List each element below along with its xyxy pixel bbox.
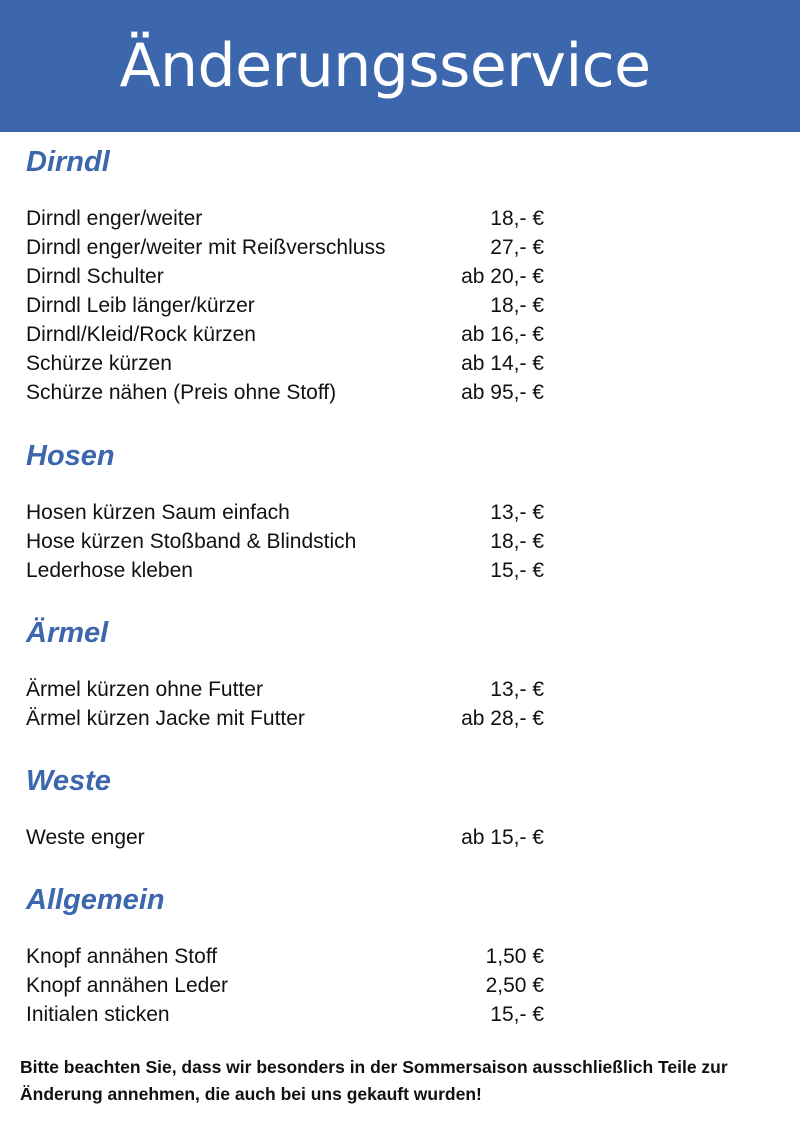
list-item (26, 262, 586, 291)
price-list (26, 498, 586, 585)
list-item (26, 527, 586, 556)
item-name: Weste enger (26, 826, 145, 849)
list-item (26, 823, 586, 852)
item-price: ab 15,- € (461, 826, 544, 849)
section-hosen (26, 436, 586, 585)
item-name: Dirndl/Kleid/Rock kürzen (26, 323, 256, 346)
list-item (26, 204, 586, 233)
section-dirndl (26, 142, 586, 407)
item-name: Hose kürzen Stoßband & Blindstich (26, 530, 357, 553)
list-item (26, 320, 586, 349)
item-price: 18,- € (490, 207, 544, 230)
price-list (26, 204, 586, 407)
item-name: Dirndl enger/weiter mit Reißverschluss (26, 236, 386, 259)
notice-text: Bitte beachten Sie, dass wir besonders in der Sommersaison ausschließlich Teile zur Änderung annehmen, die auch bei uns gekauft wurden! (20, 1057, 728, 1104)
item-price: 1,50 € (485, 945, 544, 968)
item-price: ab 95,- € (461, 381, 544, 404)
price-list (26, 942, 586, 1029)
section-title: Ärmel (26, 617, 109, 649)
item-price: 2,50 € (485, 974, 544, 997)
list-item (26, 1000, 586, 1029)
section-allgemein (26, 880, 586, 1029)
list-item (26, 378, 586, 407)
item-price: 13,- € (490, 678, 544, 701)
item-name: Dirndl Leib länger/kürzer (26, 294, 255, 317)
section-title: Hosen (26, 440, 115, 472)
list-item (26, 942, 586, 971)
list-item (26, 291, 586, 320)
header-banner (0, 0, 800, 132)
list-item (26, 498, 586, 527)
item-name: Dirndl enger/weiter (26, 207, 203, 230)
list-item (26, 556, 586, 585)
list-item (26, 349, 586, 378)
section-aermel (26, 613, 586, 733)
item-price: ab 20,- € (461, 265, 544, 288)
price-list (26, 675, 586, 733)
section-title: Weste (26, 765, 111, 797)
list-item (26, 704, 586, 733)
item-price: 13,- € (490, 501, 544, 524)
item-price: 18,- € (490, 530, 544, 553)
item-name: Initialen sticken (26, 1003, 170, 1026)
item-price: ab 16,- € (461, 323, 544, 346)
item-price: ab 28,- € (461, 707, 544, 730)
item-name: Ärmel kürzen Jacke mit Futter (26, 707, 305, 730)
section-weste (26, 761, 586, 852)
list-item (26, 233, 586, 262)
price-list (26, 823, 586, 852)
item-name: Schürze kürzen (26, 352, 172, 375)
page-title: Änderungsservice (119, 31, 651, 101)
item-name: Dirndl Schulter (26, 265, 164, 288)
item-name: Knopf annähen Stoff (26, 945, 218, 968)
item-price: 15,- € (490, 559, 544, 582)
section-title: Allgemein (26, 884, 165, 916)
item-name: Hosen kürzen Saum einfach (26, 501, 290, 524)
item-name: Schürze nähen (Preis ohne Stoff) (26, 381, 337, 404)
item-price: 15,- € (490, 1003, 544, 1026)
item-price: 27,- € (490, 236, 544, 259)
list-item (26, 971, 586, 1000)
item-name: Lederhose kleben (26, 559, 193, 582)
item-name: Knopf annähen Leder (26, 974, 229, 997)
item-price: ab 14,- € (461, 352, 544, 375)
section-title: Dirndl (26, 146, 110, 178)
list-item (26, 675, 586, 704)
item-name: Ärmel kürzen ohne Futter (26, 678, 263, 701)
item-price: 18,- € (490, 294, 544, 317)
